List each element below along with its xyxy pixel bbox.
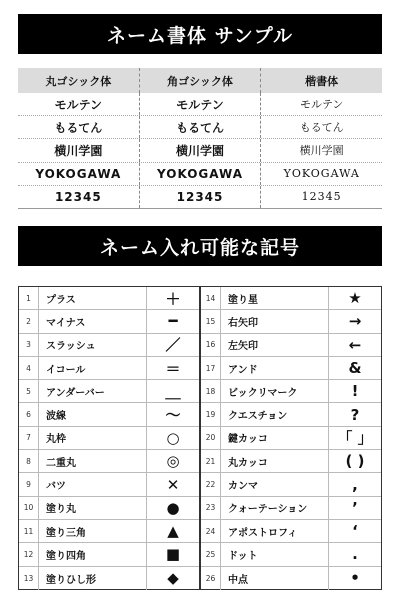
symbol-row [19,334,199,357]
font-sample-cell: 12345 [260,186,382,208]
font-table-row [18,163,382,186]
font-sample-cell: もるてん [54,120,103,135]
symbol-number: 9 [19,473,39,495]
symbol-row [19,567,199,590]
corner-brackets-icon: 「 」 [337,429,373,448]
header-maru-gothic: 丸ゴシック体 [45,74,112,88]
symbol-number: 1 [19,287,39,309]
symbol-number: 13 [19,567,39,590]
apostrophe-icon: ‘ [352,522,358,541]
symbol-row [19,403,199,426]
underscore-icon: ＿ [165,382,181,401]
parentheses-icon: ( ) [345,452,365,471]
symbol-row [201,567,381,590]
font-sample-cell: モルテン [139,93,261,115]
symbol-label: バツ [39,473,147,495]
exclamation-icon: ! [351,382,359,401]
symbol-label: 右矢印 [221,310,329,332]
symbol-label: 塗り丸 [39,497,147,519]
symbol-table-right [200,286,382,590]
symbol-row [201,310,381,333]
symbol-number: 8 [19,450,39,472]
minus-icon: ━ [168,312,178,331]
dot-icon: . [352,545,358,564]
font-sample-title: ネーム書体 サンプル [107,24,293,47]
symbol-label: 中点 [221,567,329,590]
symbol-row [201,287,381,310]
symbol-row [201,543,381,566]
symbol-row [201,520,381,543]
symbol-label: プラス [39,287,147,309]
symbol-label: 鍵カッコ [221,427,329,449]
plus-icon: ＋ [165,289,181,308]
symbol-number: 22 [201,473,221,495]
symbol-label: 丸カッコ [221,450,329,472]
font-sample-banner [18,14,382,54]
filled-triangle-icon: ▲ [167,522,179,541]
symbol-label: 塗りひし形 [39,567,147,590]
symbol-number: 16 [201,334,221,356]
symbol-number: 12 [19,543,39,565]
symbol-number: 21 [201,450,221,472]
symbol-label: 丸枠 [39,427,147,449]
font-sample-table [18,68,382,209]
arrow-left-icon: ← [348,335,362,354]
symbol-number: 19 [201,403,221,425]
symbol-row [201,334,381,357]
symbol-number: 26 [201,567,221,590]
symbol-row [201,403,381,426]
symbol-number: 7 [19,427,39,449]
symbol-number: 20 [201,427,221,449]
symbol-row [19,543,199,566]
font-sample-cell: モルテン [260,93,382,115]
font-table-row [18,116,382,139]
font-sample-cell: 横川学園 [54,143,103,158]
symbol-row [201,427,381,450]
symbol-row [19,450,199,473]
font-sample-cell: 横川学園 [260,139,382,161]
symbol-number: 11 [19,520,39,542]
filled-square-icon: ■ [165,545,181,564]
font-sample-cell: YOKOGAWA [260,163,382,185]
quotation-icon: ’ [352,498,358,517]
font-sample-cell: YOKOGAWA [35,166,122,181]
circle-outline-icon: ○ [166,428,180,447]
symbol-label: カンマ [221,473,329,495]
symbol-row [19,473,199,496]
font-sample-cell: 横川学園 [139,139,261,161]
filled-diamond-icon: ◆ [167,569,179,588]
symbol-row [19,287,199,310]
symbol-row [19,497,199,520]
symbol-row [19,310,199,333]
symbol-label: ビックリマーク [221,380,329,402]
symbol-number: 4 [19,357,39,379]
symbol-row [201,357,381,380]
symbol-label: 塗り三角 [39,520,147,542]
symbol-label: 左矢印 [221,334,329,356]
symbol-number: 15 [201,310,221,332]
symbol-number: 10 [19,497,39,519]
symbol-number: 6 [19,403,39,425]
double-circle-icon: ◎ [166,452,180,471]
symbol-row [19,380,199,403]
tilde-icon: ～ [165,406,181,425]
symbol-table-left [18,286,200,590]
symbol-label: 塗り四角 [39,543,147,565]
symbol-label: ドット [221,543,329,565]
equals-icon: ＝ [165,359,181,378]
symbol-label: イコール [39,357,147,379]
symbols-title: ネーム入れ可能な記号 [99,236,300,259]
header-kaku-gothic: 角ゴシック体 [139,68,261,93]
font-sample-cell: 12345 [54,189,102,204]
symbol-number: 3 [19,334,39,356]
symbols-banner [18,226,382,266]
header-kaisho: 楷書体 [260,68,382,93]
symbol-label: 塗り星 [221,287,329,309]
symbol-row [201,380,381,403]
symbol-number: 23 [201,497,221,519]
ampersand-icon: & [348,359,362,378]
symbol-label: アポストロフィ [221,520,329,542]
filled-star-icon: ★ [348,289,362,308]
symbol-row [201,473,381,496]
font-sample-cell: もるてん [260,116,382,138]
symbol-row [201,450,381,473]
symbol-label: スラッシュ [39,334,147,356]
middle-dot-icon: • [350,569,360,588]
font-table-row [18,139,382,162]
slash-icon: ／ [165,336,181,355]
symbol-row [201,497,381,520]
symbol-number: 25 [201,543,221,565]
symbol-label: クォーテーション [221,497,329,519]
symbol-row [19,427,199,450]
symbol-label: アンダーバー [39,380,147,402]
symbol-label: 二重丸 [39,450,147,472]
font-sample-cell: 12345 [139,186,261,208]
symbol-number: 24 [201,520,221,542]
filled-circle-icon: ● [166,498,180,517]
symbol-number: 2 [19,310,39,332]
font-table-header [18,68,382,93]
symbol-row [19,520,199,543]
symbol-number: 5 [19,380,39,402]
font-sample-cell: もるてん [139,116,261,138]
question-icon: ? [350,405,360,424]
symbol-label: クエスチョン [221,403,329,425]
font-sample-cell: モルテン [54,97,103,112]
font-table-row [18,186,382,209]
font-table-row [18,93,382,116]
symbol-label: マイナス [39,310,147,332]
symbol-row [19,357,199,380]
symbol-number: 14 [201,287,221,309]
cross-icon: ✕ [166,475,180,494]
symbol-label: 波線 [39,403,147,425]
symbol-number: 17 [201,357,221,379]
symbol-label: アンド [221,357,329,379]
arrow-right-icon: → [348,312,362,331]
symbol-number: 18 [201,380,221,402]
comma-icon: , [352,475,358,494]
font-sample-cell: YOKOGAWA [139,163,261,185]
